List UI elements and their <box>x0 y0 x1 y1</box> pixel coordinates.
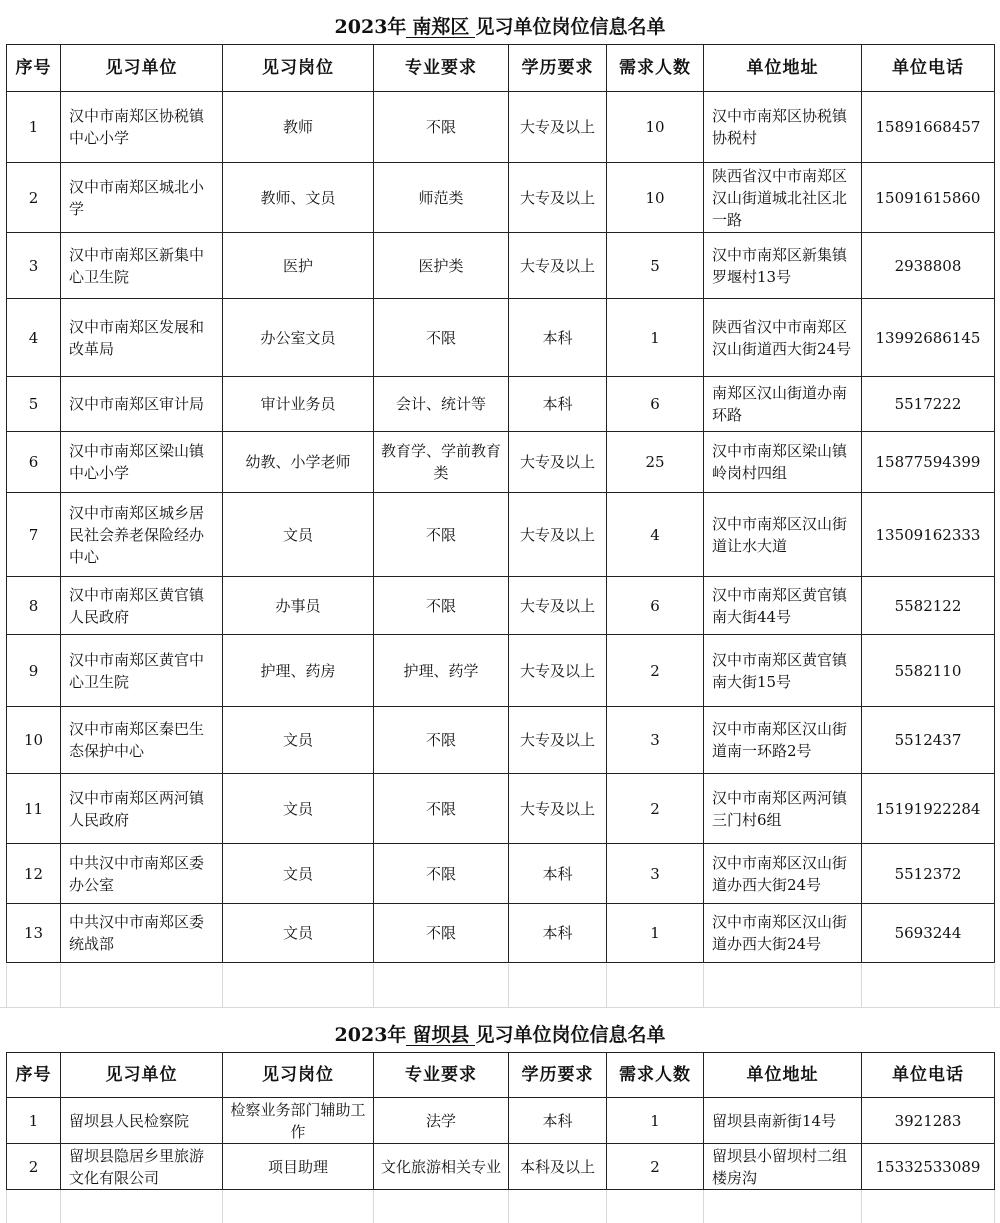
cell-unit: 汉中市南郑区发展和改革局 <box>61 299 223 377</box>
table-row <box>7 432 995 493</box>
cell-post: 文员 <box>223 707 374 774</box>
cell-major: 不限 <box>374 577 509 635</box>
cell-edu: 大专及以上 <box>509 707 607 774</box>
cell-addr: 汉中市南郑区汉山街道让水大道 <box>704 493 862 577</box>
cell-count: 2 <box>607 1144 704 1190</box>
header-major: 专业要求 <box>374 1053 509 1098</box>
cell-phone: 13992686145 <box>862 299 995 377</box>
cell-phone: 3921283 <box>862 1098 995 1144</box>
cell-post: 审计业务员 <box>223 377 374 432</box>
cell-addr: 陕西省汉中市南郑区汉山街道城北社区北一路 <box>704 163 862 233</box>
cell-count: 25 <box>607 432 704 493</box>
cell-count: 10 <box>607 163 704 233</box>
cell-count: 2 <box>607 635 704 707</box>
cell-no: 9 <box>7 635 61 707</box>
header-count: 需求人数 <box>607 1053 704 1098</box>
cell-major: 不限 <box>374 904 509 963</box>
cell-post: 教师 <box>223 92 374 163</box>
cell-phone: 15191922284 <box>862 774 995 844</box>
section2-title-suffix: 见习单位岗位信息名单 <box>475 1024 666 1046</box>
cell-phone: 5517222 <box>862 377 995 432</box>
section2-table <box>6 1052 995 1190</box>
cell-unit: 汉中市南郑区黄官镇人民政府 <box>61 577 223 635</box>
cell-count: 2 <box>607 774 704 844</box>
cell-phone: 2938808 <box>862 233 995 299</box>
cell-count: 3 <box>607 844 704 904</box>
cell-phone: 5582110 <box>862 635 995 707</box>
cell-unit: 中共汉中市南郑区委统战部 <box>61 904 223 963</box>
section1-table <box>6 44 995 963</box>
cell-no: 1 <box>7 1098 61 1144</box>
cell-unit: 留坝县隐居乡里旅游文化有限公司 <box>61 1144 223 1190</box>
cell-post: 教师、文员 <box>223 163 374 233</box>
cell-addr: 南郑区汉山街道办南环路 <box>704 377 862 432</box>
header-post: 见习岗位 <box>223 1053 374 1098</box>
cell-no: 3 <box>7 233 61 299</box>
cell-phone: 5512372 <box>862 844 995 904</box>
cell-edu: 本科 <box>509 904 607 963</box>
cell-unit: 汉中市南郑区协税镇中心小学 <box>61 92 223 163</box>
cell-count: 6 <box>607 577 704 635</box>
cell-count: 6 <box>607 377 704 432</box>
cell-major: 医护类 <box>374 233 509 299</box>
cell-no: 4 <box>7 299 61 377</box>
table-row <box>7 774 995 844</box>
header-major: 专业要求 <box>374 45 509 92</box>
cell-edu: 大专及以上 <box>509 577 607 635</box>
cell-unit: 留坝县人民检察院 <box>61 1098 223 1144</box>
table-row <box>7 707 995 774</box>
cell-post: 文员 <box>223 844 374 904</box>
cell-post: 幼教、小学老师 <box>223 432 374 493</box>
cell-unit: 汉中市南郑区两河镇人民政府 <box>61 774 223 844</box>
header-count: 需求人数 <box>607 45 704 92</box>
cell-unit: 汉中市南郑区黄官中心卫生院 <box>61 635 223 707</box>
header-addr: 单位地址 <box>704 1053 862 1098</box>
cell-edu: 本科 <box>509 377 607 432</box>
table-row <box>7 377 995 432</box>
section2-header-row <box>7 1053 995 1098</box>
table-row <box>7 1098 995 1144</box>
cell-unit: 汉中市南郑区城乡居民社会养老保险经办中心 <box>61 493 223 577</box>
empty-grid-area-bottom <box>0 1190 1000 1223</box>
header-addr: 单位地址 <box>704 45 862 92</box>
cell-major: 不限 <box>374 299 509 377</box>
cell-major: 师范类 <box>374 163 509 233</box>
cell-count: 4 <box>607 493 704 577</box>
cell-addr: 汉中市南郑区汉山街道办西大街24号 <box>704 844 862 904</box>
table-row <box>7 844 995 904</box>
cell-no: 5 <box>7 377 61 432</box>
cell-addr: 汉中市南郑区协税镇协税村 <box>704 92 862 163</box>
section1-title-prefix: 2023年 <box>334 16 407 38</box>
header-phone: 单位电话 <box>862 45 995 92</box>
cell-unit: 汉中市南郑区梁山镇中心小学 <box>61 432 223 493</box>
cell-post: 文员 <box>223 774 374 844</box>
cell-no: 12 <box>7 844 61 904</box>
cell-major: 文化旅游相关专业 <box>374 1144 509 1190</box>
cell-addr: 汉中市南郑区黄官镇南大街15号 <box>704 635 862 707</box>
cell-addr: 汉中市南郑区两河镇三门村6组 <box>704 774 862 844</box>
cell-phone: 15332533089 <box>862 1144 995 1190</box>
cell-post: 文员 <box>223 493 374 577</box>
table-row <box>7 163 995 233</box>
cell-post: 办事员 <box>223 577 374 635</box>
cell-post: 检察业务部门辅助工作 <box>223 1098 374 1144</box>
header-edu: 学历要求 <box>509 45 607 92</box>
cell-phone: 5693244 <box>862 904 995 963</box>
cell-no: 6 <box>7 432 61 493</box>
cell-major: 会计、统计等 <box>374 377 509 432</box>
table-row <box>7 233 995 299</box>
table-row <box>7 493 995 577</box>
cell-post: 医护 <box>223 233 374 299</box>
table-row <box>7 92 995 163</box>
header-no: 序号 <box>7 1053 61 1098</box>
cell-edu: 本科 <box>509 299 607 377</box>
cell-count: 5 <box>607 233 704 299</box>
cell-phone: 15877594399 <box>862 432 995 493</box>
table-row <box>7 577 995 635</box>
cell-phone: 5582122 <box>862 577 995 635</box>
cell-addr: 留坝县南新街14号 <box>704 1098 862 1144</box>
header-post: 见习岗位 <box>223 45 374 92</box>
section1-header-row <box>7 45 995 92</box>
cell-count: 1 <box>607 904 704 963</box>
cell-major: 法学 <box>374 1098 509 1144</box>
cell-count: 10 <box>607 92 704 163</box>
cell-no: 11 <box>7 774 61 844</box>
cell-unit: 汉中市南郑区审计局 <box>61 377 223 432</box>
cell-edu: 本科及以上 <box>509 1144 607 1190</box>
table-row <box>7 635 995 707</box>
cell-unit: 汉中市南郑区新集中心卫生院 <box>61 233 223 299</box>
cell-post: 文员 <box>223 904 374 963</box>
cell-count: 1 <box>607 299 704 377</box>
section2-title <box>0 1020 1000 1047</box>
cell-edu: 大专及以上 <box>509 774 607 844</box>
cell-major: 不限 <box>374 707 509 774</box>
empty-grid-area <box>0 964 1000 1008</box>
cell-addr: 陕西省汉中市南郑区汉山街道西大街24号 <box>704 299 862 377</box>
cell-phone: 15891668457 <box>862 92 995 163</box>
cell-addr: 汉中市南郑区新集镇罗堰村13号 <box>704 233 862 299</box>
cell-addr: 汉中市南郑区汉山街道办西大街24号 <box>704 904 862 963</box>
cell-post: 项目助理 <box>223 1144 374 1190</box>
cell-count: 3 <box>607 707 704 774</box>
cell-major: 护理、药学 <box>374 635 509 707</box>
header-unit: 见习单位 <box>61 45 223 92</box>
table-row <box>7 1144 995 1190</box>
cell-post: 办公室文员 <box>223 299 374 377</box>
header-phone: 单位电话 <box>862 1053 995 1098</box>
cell-edu: 本科 <box>509 1098 607 1144</box>
cell-addr: 汉中市南郑区梁山镇岭岗村四组 <box>704 432 862 493</box>
cell-addr: 留坝县小留坝村二组楼房沟 <box>704 1144 862 1190</box>
section1-title-region: 南郑区 <box>406 17 475 38</box>
cell-major: 教育学、学前教育类 <box>374 432 509 493</box>
cell-no: 1 <box>7 92 61 163</box>
section2-title-prefix: 2023年 <box>334 1024 407 1046</box>
cell-major: 不限 <box>374 844 509 904</box>
cell-no: 2 <box>7 1144 61 1190</box>
header-no: 序号 <box>7 45 61 92</box>
cell-phone: 5512437 <box>862 707 995 774</box>
cell-unit: 汉中市南郑区城北小学 <box>61 163 223 233</box>
cell-no: 7 <box>7 493 61 577</box>
cell-post: 护理、药房 <box>223 635 374 707</box>
table-row <box>7 904 995 963</box>
section1-title-suffix: 见习单位岗位信息名单 <box>475 16 666 38</box>
cell-unit: 中共汉中市南郑区委办公室 <box>61 844 223 904</box>
cell-edu: 大专及以上 <box>509 432 607 493</box>
cell-addr: 汉中市南郑区汉山街道南一环路2号 <box>704 707 862 774</box>
cell-phone: 13509162333 <box>862 493 995 577</box>
cell-major: 不限 <box>374 92 509 163</box>
section1-title <box>0 12 1000 39</box>
cell-no: 8 <box>7 577 61 635</box>
cell-addr: 汉中市南郑区黄官镇南大街44号 <box>704 577 862 635</box>
cell-no: 2 <box>7 163 61 233</box>
cell-edu: 大专及以上 <box>509 233 607 299</box>
cell-edu: 大专及以上 <box>509 163 607 233</box>
cell-phone: 15091615860 <box>862 163 995 233</box>
header-edu: 学历要求 <box>509 1053 607 1098</box>
cell-major: 不限 <box>374 774 509 844</box>
cell-no: 13 <box>7 904 61 963</box>
cell-no: 10 <box>7 707 61 774</box>
table-row <box>7 299 995 377</box>
cell-edu: 本科 <box>509 844 607 904</box>
cell-major: 不限 <box>374 493 509 577</box>
cell-unit: 汉中市南郑区秦巴生态保护中心 <box>61 707 223 774</box>
section2-title-region: 留坝县 <box>406 1025 475 1046</box>
cell-count: 1 <box>607 1098 704 1144</box>
header-unit: 见习单位 <box>61 1053 223 1098</box>
cell-edu: 大专及以上 <box>509 635 607 707</box>
cell-edu: 大专及以上 <box>509 92 607 163</box>
cell-edu: 大专及以上 <box>509 493 607 577</box>
